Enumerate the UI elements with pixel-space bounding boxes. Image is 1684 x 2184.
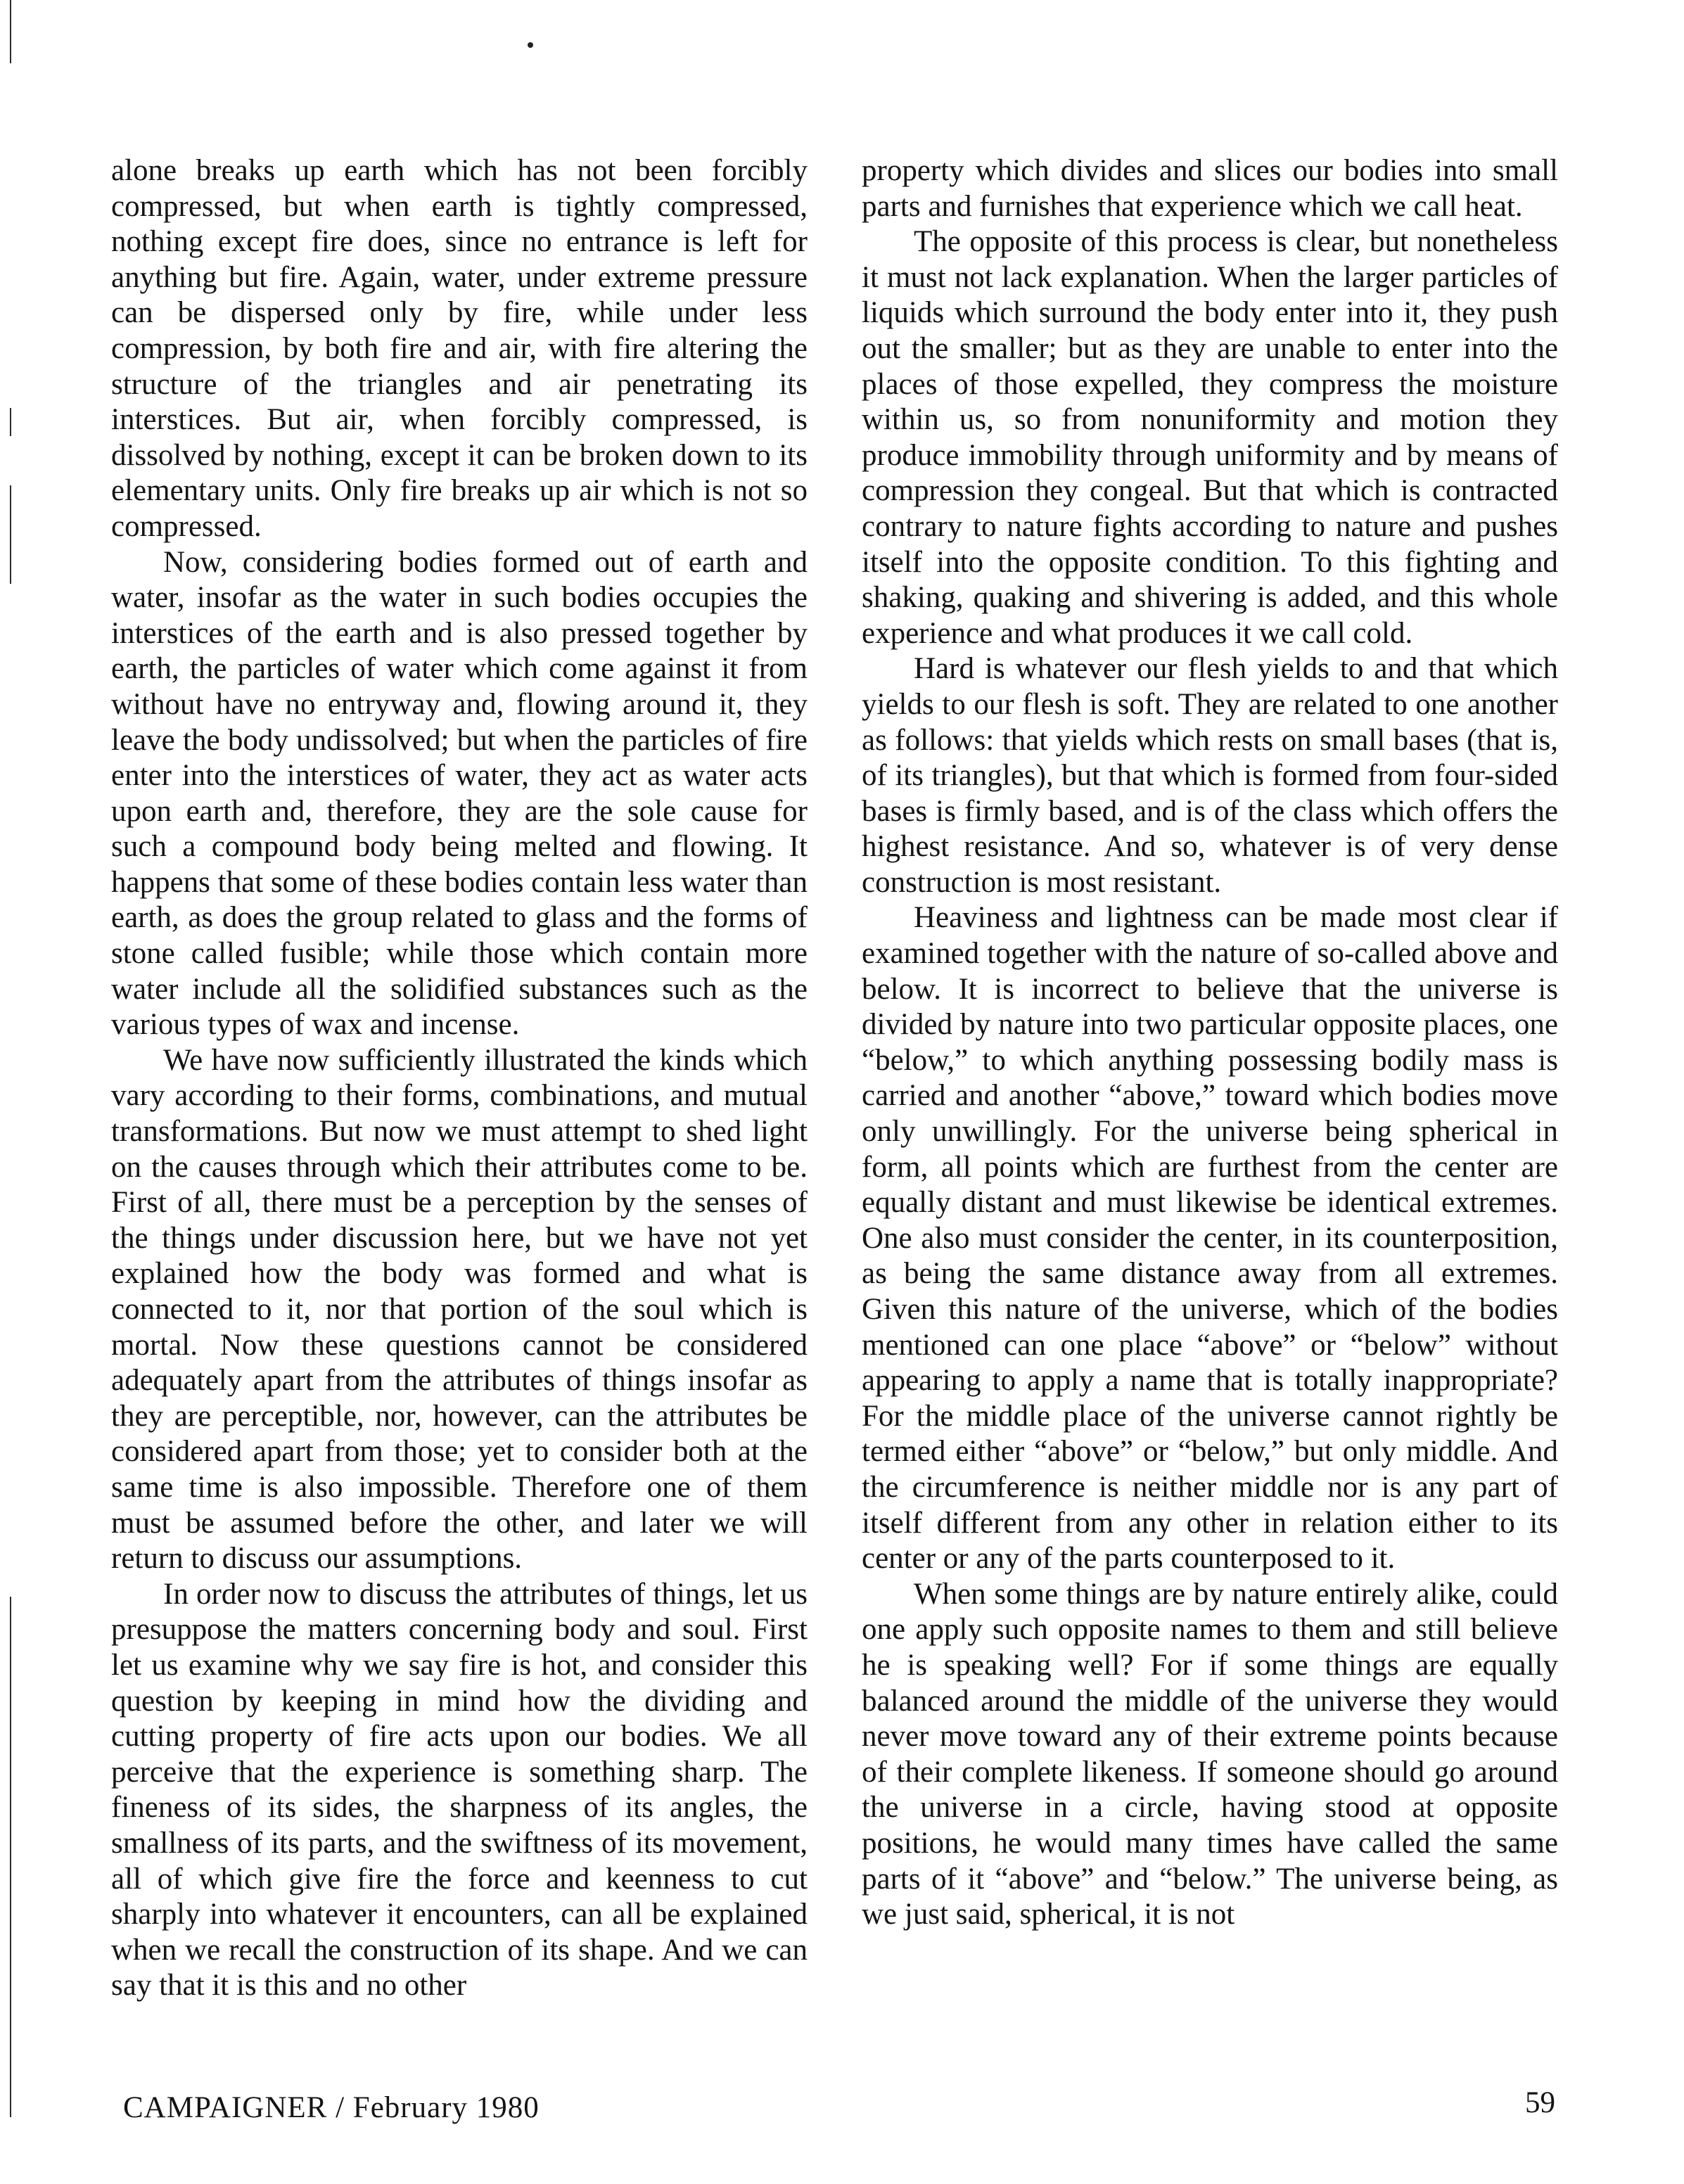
page-number: 59 xyxy=(1525,2086,1555,2119)
scan-edge-line xyxy=(10,408,11,436)
paragraph: alone breaks up earth which has not been forcibly compressed, but when earth is tightly compressed, nothing except fire does, since no entrance is left for anything but fire. Again, water, under extreme pressure can be dispersed only by fire, while under less compression, by both fire and air, with fire altering the structure of the triangles and air penetrating its interstices. But air, when forcibly compressed, is dissolved by nothing, except it can be broken down to its elementary units. Only fire breaks up air which is not so compressed. xyxy=(111,154,808,543)
publication-footer: CAMPAIGNER / February 1980 xyxy=(123,2091,540,2124)
paragraph: Now, considering bodies formed out of earth and water, insofar as the water in such bodies occupies the interstices of the earth and is also pressed together by earth, the particles of water which come against it from without have no entryway and, flowing around it, they leave the body undissolved; but when the particles of fire enter into the interstices of water, they act as water acts upon earth and, therefore, they are the sole cause for such a compound body being melted and flowing. It happens that some of these bodies contain less water than earth, as does the group related to glass and the forms of stone called fusible; while those which contain more water include all the solidified substances such as the various types of wax and incense. xyxy=(111,545,808,1042)
right-column xyxy=(862,153,1558,1933)
scan-edge-line xyxy=(10,1597,11,2117)
paragraph: property which divides and slices our bodies into small parts and furnishes that experience which we call heat. xyxy=(862,154,1558,223)
paragraph: We have now sufficiently illustrated the kinds which vary according to their forms, combinations, and mutual transformations. But now we must attempt to shed light on the causes through which their attributes come to be. First of all, there must be a perception by the senses of the things under discussion here, but we have not yet explained how the body was formed and what is connected to it, nor that portion of the soul which is mortal. Now these questions cannot be considered adequately apart from the attributes of things insofar as they are perceptible, nor, however, can the attributes be considered apart from those; yet to consider both at the same time is also impossible. Therefore one of them must be assumed before the other, and later we will return to discuss our assumptions. xyxy=(111,1043,808,1576)
scan-speck xyxy=(528,42,533,48)
scan-edge-line xyxy=(10,0,11,63)
paragraph: When some things are by nature entirely alike, could one apply such opposite names to them and still believe he is speaking well? For if some things are equally balanced around the middle of the universe they would never move toward any of their extreme points because of their complete likeness. If someone should go around the universe in a circle, having stood at opposite positions, he would many times have called the same parts of it “above” and “below.” The universe being, as we just said, spherical, it is not xyxy=(862,1577,1558,1931)
paragraph: The opposite of this process is clear, but nonetheless it must not lack explanation. When the larger particles of liquids which surround the body enter into it, they push out the smaller; but as they are unable to enter into the places of those expelled, they compress the moisture within us, so from nonuniformity and motion they produce immobility through uniformity and by means of compression they congeal. But that which is contracted contrary to nature fights according to nature and pushes itself into the opposite condition. To this fighting and shaking, quaking and shivering is added, and this whole experience and what produces it we call cold. xyxy=(862,225,1558,650)
paragraph: Hard is whatever our flesh yields to and that which yields to our flesh is soft. They are related to one another as follows: that yields which rests on small bases (that is, of its triangles), but that which is formed from four-sided bases is firmly based, and is of the class which offers the highest resistance. And so, whatever is of very dense construction is most resistant. xyxy=(862,652,1558,899)
left-column xyxy=(111,153,808,2004)
paragraph: Heaviness and lightness can be made most clear if examined together with the nature of so-called above and below. It is incorrect to believe that the universe is divided by nature into two particular opposite places, one “below,” to which anything possessing bodily mass is carried and another “above,” toward which bodies move only unwillingly. For the universe being spherical in form, all points which are furthest from the center are equally distant and must likewise be identical extremes. One also must consider the center, in its counterposition, as being the same distance away from all extremes. Given this nature of the universe, which of the bodies mentioned can one place “above” or “below” without appearing to apply a name that is totally inappropriate? For the middle place of the universe cannot rightly be termed either “above” or “below,” but only middle. And the circumference is neither middle nor is any part of itself different from any other in relation either to its center or any of the parts counterposed to it. xyxy=(862,901,1558,1576)
scan-edge-line xyxy=(10,485,11,584)
paragraph: In order now to discuss the attributes of things, let us presuppose the matters concerning body and soul. First let us examine why we say fire is hot, and consider this question by keeping in mind how the dividing and cutting property of fire acts upon our bodies. We all perceive that the experience is something sharp. The fineness of its sides, the sharpness of its angles, the smallness of its parts, and the swiftness of its movement, all of which give fire the force and keenness to cut sharply into whatever it encounters, can all be explained when we recall the construction of its shape. And we can say that it is this and no other xyxy=(111,1577,808,2003)
